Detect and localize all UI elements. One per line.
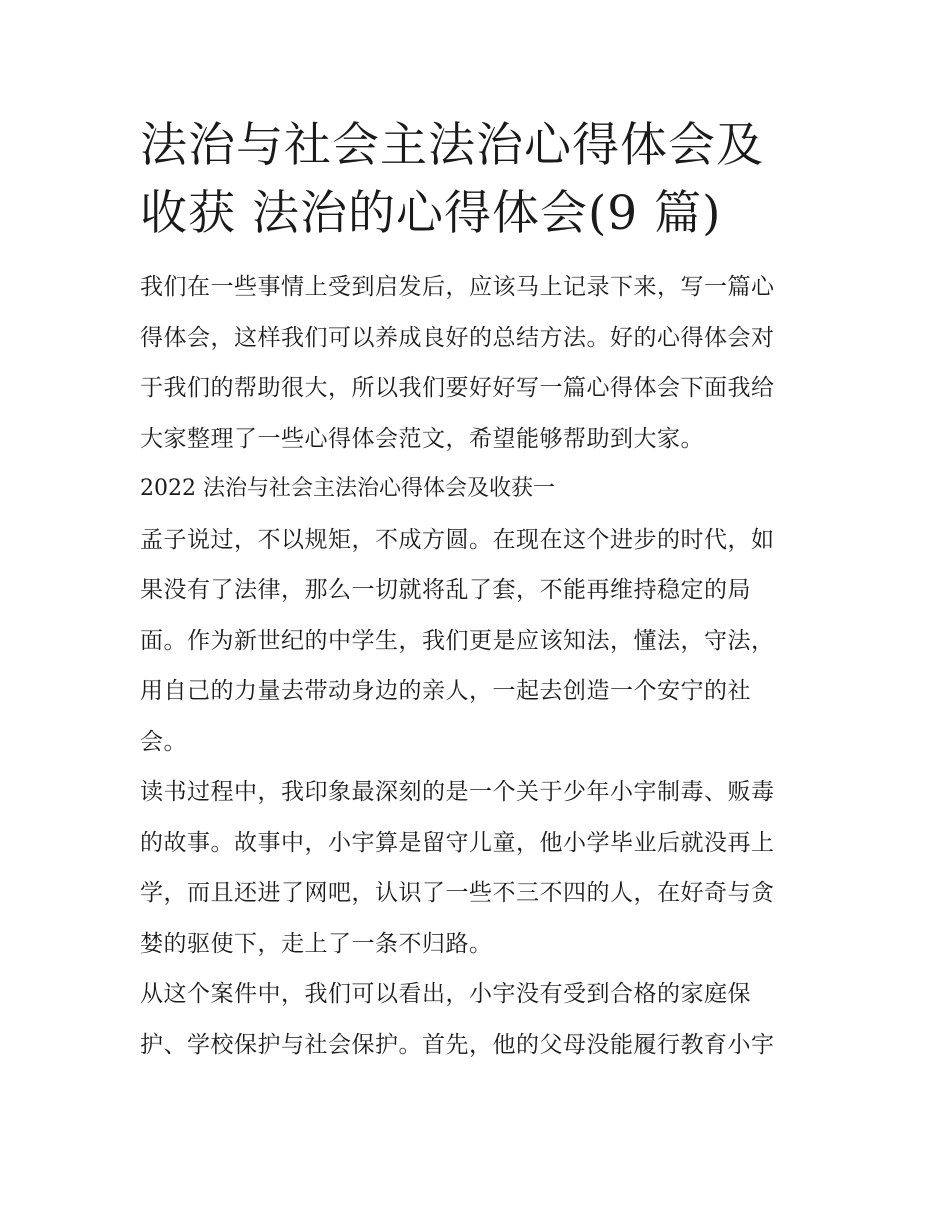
text-line: 护、学校保护与社会保护。首先，他的父母没能履行教育小宇 — [140, 1031, 775, 1058]
section-heading: 2022 法治与社会主法治心得体会及收获一 — [140, 476, 555, 501]
paragraph-3 — [140, 969, 820, 1070]
text-line: 读书过程中，我印象最深刻的是一个关于少年小宇制毒、贩毒 — [140, 779, 775, 805]
text-line: 面。作为新世纪的中学生，我们更是应该知法，懂法，守法， — [140, 627, 775, 654]
title-line: 收获 法治的心得体会(9 篇) — [140, 186, 722, 241]
text-line: 果没有了法律，那么一切就将乱了套，不能再维持稳定的局 — [140, 577, 751, 603]
text-line: 用自己的力量去带动身边的亲人，一起去创造一个安宁的社 — [140, 678, 751, 704]
text-line: 孟子说过，不以规矩，不成方圆。在现在这个进步的时代，如 — [140, 526, 775, 553]
text-line: 于我们的帮助很大，所以我们要好好写一篇心得体会下面我给 — [140, 375, 775, 401]
text-line: 我们在一些事情上受到启发后，应该马上记录下来，写一篇心 — [140, 274, 775, 300]
text-line: 的故事。故事中，小宇算是留守儿童，他小学毕业后就没再上 — [140, 829, 775, 856]
document-title — [140, 112, 820, 248]
text-line: 从这个案件中，我们可以看出，小宇没有受到合格的家庭保 — [140, 981, 751, 1007]
text-line: 得体会，这样我们可以养成良好的总结方法。好的心得体会对 — [140, 324, 775, 351]
text-line: 婪的驱使下，走上了一条不归路。 — [140, 930, 493, 957]
title-line: 法治与社会主法治心得体会及 — [140, 118, 764, 173]
text-line: 会。 — [140, 728, 187, 755]
paragraph-1 — [140, 515, 820, 768]
intro-paragraph — [140, 262, 820, 464]
text-line: 大家整理了一些心得体会范文，希望能够帮助到大家。 — [140, 425, 704, 452]
document-page — [140, 112, 820, 1070]
paragraph-2 — [140, 767, 820, 969]
text-line: 学，而且还进了网吧，认识了一些不三不四的人，在好奇与贪 — [140, 880, 775, 906]
